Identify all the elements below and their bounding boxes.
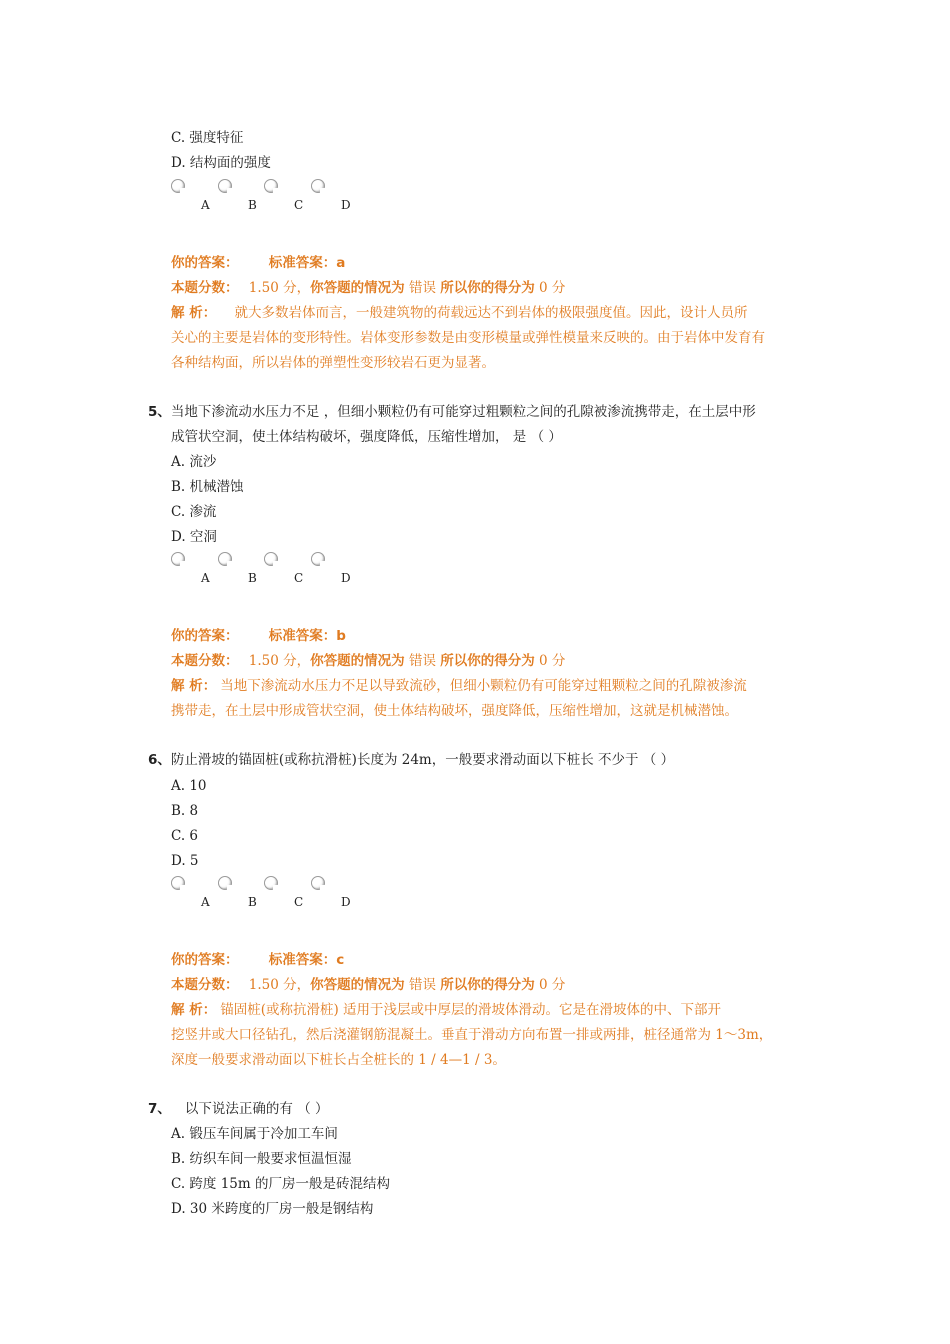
- radio-label-d: D: [341, 571, 351, 585]
- q4-option-c: C. 强度特征: [171, 130, 244, 146]
- radio-label-b: B: [248, 895, 257, 909]
- q5-radio-d[interactable]: [311, 552, 325, 566]
- your-answer-label: 你的答案：: [171, 255, 239, 271]
- q5-stem-text: 当地下渗流动水压力不足 ，但细小颗粒仍有可能穿过粗颗粒之间的孔隙被渗流携带走，在土层中形: [170, 404, 756, 420]
- q6-analysis-line2: 挖竖井或大口径钻孔，然后浇灌钢筋混凝土。垂直于滑动方向布置一排或两排，桩径通常为 1～3m，: [171, 1027, 773, 1043]
- your-answer-label: 你的答案：: [171, 628, 239, 644]
- radio-label-c: C: [294, 198, 304, 212]
- situation-value: 错误: [408, 977, 436, 993]
- analysis-text: 当地下渗流动水压力不足以导致流砂，但细小颗粒仍有可能穿过粗颗粒之间的孔隙被渗流: [220, 678, 747, 694]
- q6-radio-b[interactable]: [218, 876, 232, 890]
- q6-analysis-line3: 深度一般要求滑动面以下桩长占全桩长的 1 / 4—1 / 3。: [171, 1052, 506, 1068]
- situation-label: 你答题的情况为: [310, 977, 405, 993]
- situation-value: 错误: [408, 653, 436, 669]
- radio-label-b: B: [248, 571, 257, 585]
- result-value: 0 分: [539, 977, 566, 993]
- result-value: 0 分: [539, 653, 566, 669]
- q5-radio-a[interactable]: [171, 552, 185, 566]
- radio-label-c: C: [294, 895, 304, 909]
- radio-label-d: D: [341, 198, 351, 212]
- q7-stem-line1: [148, 1100, 329, 1118]
- situation-label: 你答题的情况为: [310, 653, 405, 669]
- q5-stem-line2: 成管状空洞，使土体结构破坏，强度降低，压缩性增加， 是 （ ）: [171, 429, 562, 445]
- radio-label-a: A: [201, 198, 210, 212]
- q6-radio-a[interactable]: [171, 876, 185, 890]
- q5-option-c: C. 渗流: [171, 504, 217, 520]
- analysis-label: 解 析：: [171, 1002, 217, 1018]
- q5-number: 5、: [148, 404, 171, 420]
- q7-number: 7、: [148, 1101, 171, 1117]
- score-label: 本题分数：: [171, 280, 239, 296]
- situation-value: 错误: [408, 280, 436, 296]
- q7-option-d: D. 30 米跨度的厂房一般是钢结构: [171, 1201, 374, 1217]
- q4-radio-b[interactable]: [218, 179, 232, 193]
- std-answer-value: a: [336, 255, 346, 271]
- std-answer-label: 标准答案：: [268, 628, 337, 644]
- q5-analysis-line1: [171, 677, 747, 695]
- q7-option-a: A. 锻压车间属于冷加工车间: [171, 1126, 338, 1142]
- q4-option-d: D. 结构面的强度: [171, 155, 271, 171]
- q6-score-line: [171, 976, 565, 994]
- q5-radio-c[interactable]: [264, 552, 278, 566]
- q6-option-b: B. 8: [171, 803, 199, 819]
- q6-radio-c[interactable]: [264, 876, 278, 890]
- radio-label-b: B: [248, 198, 257, 212]
- result-label: 所以你的得分为: [440, 280, 535, 296]
- q5-analysis-line2: 携带走，在土层中形成管状空洞，使土体结构破坏，强度降低，压缩性增加，这就是机械潜蚀。: [171, 703, 738, 719]
- q6-stem-line1: [148, 751, 674, 769]
- q6-option-a: A. 10: [171, 778, 207, 794]
- std-answer-label: 标准答案：: [268, 952, 337, 968]
- q6-option-c: C. 6: [171, 828, 199, 844]
- q6-answer-line: [171, 951, 344, 969]
- q5-option-b: B. 机械潜蚀: [171, 479, 244, 495]
- std-answer-label: 标准答案：: [268, 255, 337, 271]
- your-answer-label: 你的答案：: [171, 952, 239, 968]
- radio-label-d: D: [341, 895, 351, 909]
- q4-radio-a[interactable]: [171, 179, 185, 193]
- q4-analysis-line2: 关心的主要是岩体的变形特性。岩体变形参数是由变形模量或弹性模量来反映的。由于岩体中发育有: [171, 330, 765, 346]
- analysis-label: 解 析：: [171, 678, 217, 694]
- q6-analysis-line1: [171, 1001, 721, 1019]
- result-value: 0 分: [539, 280, 566, 296]
- radio-label-a: A: [201, 895, 210, 909]
- std-answer-value: b: [336, 628, 346, 644]
- q7-option-c: C. 跨度 15m 的厂房一般是砖混结构: [171, 1176, 390, 1192]
- result-label: 所以你的得分为: [440, 977, 535, 993]
- score-label: 本题分数：: [171, 653, 239, 669]
- q5-score-line: [171, 652, 565, 670]
- q6-radio-d[interactable]: [311, 876, 325, 890]
- q5-radio-b[interactable]: [218, 552, 232, 566]
- q7-option-b: B. 纺织车间一般要求恒温恒湿: [171, 1151, 352, 1167]
- std-answer-value: c: [336, 952, 345, 968]
- analysis-text: 锚固桩(或称抗滑桩) 适用于浅层或中厚层的滑坡体滑动。它是在滑坡体的中、下部开: [220, 1002, 722, 1018]
- radio-label-a: A: [201, 571, 210, 585]
- radio-label-c: C: [294, 571, 304, 585]
- q6-number: 6、: [148, 752, 171, 768]
- score-value: 1.50 分，: [248, 280, 311, 296]
- q4-radio-c[interactable]: [264, 179, 278, 193]
- analysis-text: 就大多数岩体而言，一般建筑物的荷载远达不到岩体的极限强度值。因此，设计人员所: [234, 305, 748, 321]
- result-label: 所以你的得分为: [440, 653, 535, 669]
- q6-option-d: D. 5: [171, 853, 199, 869]
- q4-answer-line: [171, 254, 345, 272]
- score-value: 1.50 分，: [248, 653, 311, 669]
- q4-score-line: [171, 279, 565, 297]
- analysis-label: 解 析：: [171, 305, 217, 321]
- q4-analysis-line1: [171, 304, 748, 322]
- q4-radio-d[interactable]: [311, 179, 325, 193]
- q5-option-a: A. 流沙: [171, 454, 217, 470]
- q7-stem-text: 以下说法正确的有 （ ）: [184, 1101, 329, 1117]
- q5-stem-line1: [148, 403, 756, 421]
- situation-label: 你答题的情况为: [310, 280, 405, 296]
- q5-option-d: D. 空洞: [171, 529, 217, 545]
- q6-stem-text: 防止滑坡的锚固桩(或称抗滑桩)长度为 24m，一般要求滑动面以下桩长 不少于 （ ）: [170, 752, 675, 768]
- score-label: 本题分数：: [171, 977, 239, 993]
- score-value: 1.50 分，: [248, 977, 311, 993]
- q5-answer-line: [171, 627, 346, 645]
- q4-analysis-line3: 各种结构面，所以岩体的弹塑性变形较岩石更为显著。: [171, 355, 495, 371]
